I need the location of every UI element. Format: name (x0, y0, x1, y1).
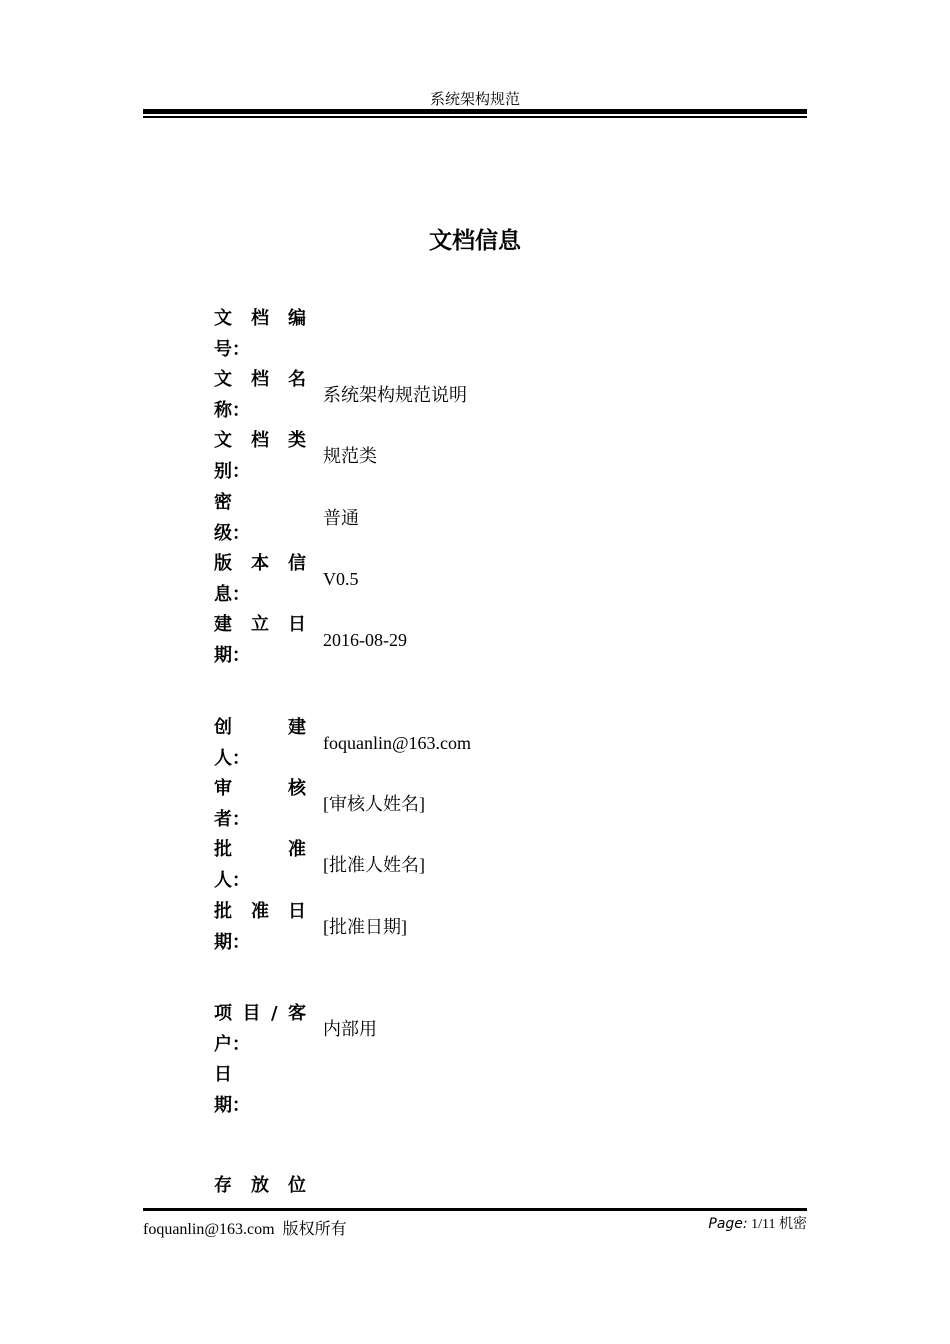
field-label-char: 档 (251, 308, 269, 329)
field-label-tail: 人： (214, 748, 250, 769)
field-label-tail: 者： (214, 809, 250, 830)
page-number: 1/11 机密 (751, 1217, 807, 1232)
field-label-char: 立 (251, 614, 269, 635)
field-value: 内部用 (323, 1019, 377, 1039)
field-label-line (214, 896, 306, 927)
field-value: V0.5 (323, 569, 359, 589)
field-label-char: 本 (251, 553, 269, 574)
field-label-char: 名 (288, 369, 306, 390)
field-label-char: 批 (214, 901, 232, 922)
field-label-tail: 级： (214, 523, 250, 544)
field-label (214, 896, 306, 958)
field-label-char: 项 (214, 1003, 232, 1024)
footer-rule (143, 1208, 807, 1211)
field-label-tail: 称： (214, 400, 250, 421)
field-label-tail: 息： (214, 584, 250, 605)
field-label-char: 放 (251, 1175, 269, 1196)
footer-copyright: foquanlin@163.com 版权所有 (143, 1221, 347, 1238)
field-label-line (214, 303, 306, 334)
info-row (214, 712, 814, 774)
field-label-line (214, 773, 306, 804)
field-value: 普通 (323, 508, 359, 528)
field-label-tail: 期： (214, 1095, 250, 1116)
info-row (214, 1059, 814, 1121)
field-label-tail: 期： (214, 932, 250, 953)
field-label-char: 文 (214, 430, 232, 451)
field-label-line (214, 834, 306, 865)
info-row (214, 834, 814, 896)
field-label-line (214, 609, 306, 640)
field-label (214, 425, 306, 487)
field-label-line (214, 1170, 306, 1201)
info-row (214, 425, 814, 487)
field-label-char: 编 (288, 308, 306, 329)
field-label-char: 核 (288, 778, 306, 799)
field-label-char: 批 (214, 839, 232, 860)
field-label-char: 准 (288, 839, 306, 860)
field-label-tail: 人： (214, 870, 250, 891)
field-label-char: 日 (288, 901, 306, 922)
field-label-char: 日 (288, 614, 306, 635)
field-label-char: 信 (288, 553, 306, 574)
field-label-char: 类 (288, 430, 306, 451)
field-label-char: 密 (214, 492, 232, 513)
info-row (214, 896, 814, 958)
field-label-char: 建 (214, 614, 232, 635)
field-label-char: 版 (214, 553, 232, 574)
field-label (214, 364, 306, 426)
field-label-char: 文 (214, 308, 232, 329)
field-label (214, 834, 306, 896)
info-row (214, 364, 814, 426)
field-label-line (214, 548, 306, 579)
document-title: 文档信息 (429, 228, 521, 254)
field-label-char: 审 (214, 778, 232, 799)
field-label-line (214, 364, 306, 395)
field-label (214, 998, 306, 1060)
page-label: Page: (708, 1216, 748, 1232)
field-label-char: 档 (251, 369, 269, 390)
field-label (214, 487, 306, 549)
field-label (214, 303, 306, 365)
field-label-char: / (270, 1003, 278, 1024)
field-value: [批准人姓名] (323, 855, 425, 875)
field-value: [审核人姓名] (323, 794, 425, 814)
field-label-char: 文 (214, 369, 232, 390)
field-label-line (214, 1059, 306, 1090)
footer-page-info (708, 1213, 807, 1233)
field-label-char: 准 (251, 901, 269, 922)
field-label-tail: 别： (214, 461, 250, 482)
field-label-tail: 期： (214, 645, 250, 666)
header-rule (143, 109, 807, 114)
info-row (214, 998, 814, 1060)
field-label (214, 712, 306, 774)
field-label (214, 548, 306, 610)
info-row (214, 609, 814, 671)
field-label-char: 创 (214, 717, 232, 738)
info-row (214, 773, 814, 835)
field-value: foquanlin@163.com (323, 733, 472, 753)
field-label-line (214, 998, 306, 1029)
field-label-tail: 户： (214, 1034, 250, 1055)
field-value: 2016-08-29 (323, 630, 407, 650)
field-label-char: 建 (288, 717, 306, 738)
field-label-line (214, 712, 306, 743)
field-label (214, 1059, 306, 1121)
field-label-line (214, 487, 306, 518)
info-row (214, 487, 814, 549)
field-label-tail: 号： (214, 339, 250, 360)
field-label-char: 档 (251, 430, 269, 451)
field-label-char: 位 (288, 1175, 306, 1196)
field-label (214, 773, 306, 835)
field-value: 系统架构规范说明 (323, 385, 467, 405)
field-label-char: 日 (214, 1064, 232, 1085)
info-row (214, 548, 814, 610)
field-label-line (214, 425, 306, 456)
field-label (214, 609, 306, 671)
field-value: [批准日期] (323, 917, 407, 937)
header-rule-secondary (143, 116, 807, 118)
info-row (214, 303, 814, 365)
field-label-char: 目 (242, 1003, 261, 1024)
field-label-char: 客 (287, 1003, 306, 1024)
field-label-char: 存 (214, 1175, 232, 1196)
field-value: 规范类 (323, 446, 377, 466)
header-title: 系统架构规范 (429, 92, 520, 108)
